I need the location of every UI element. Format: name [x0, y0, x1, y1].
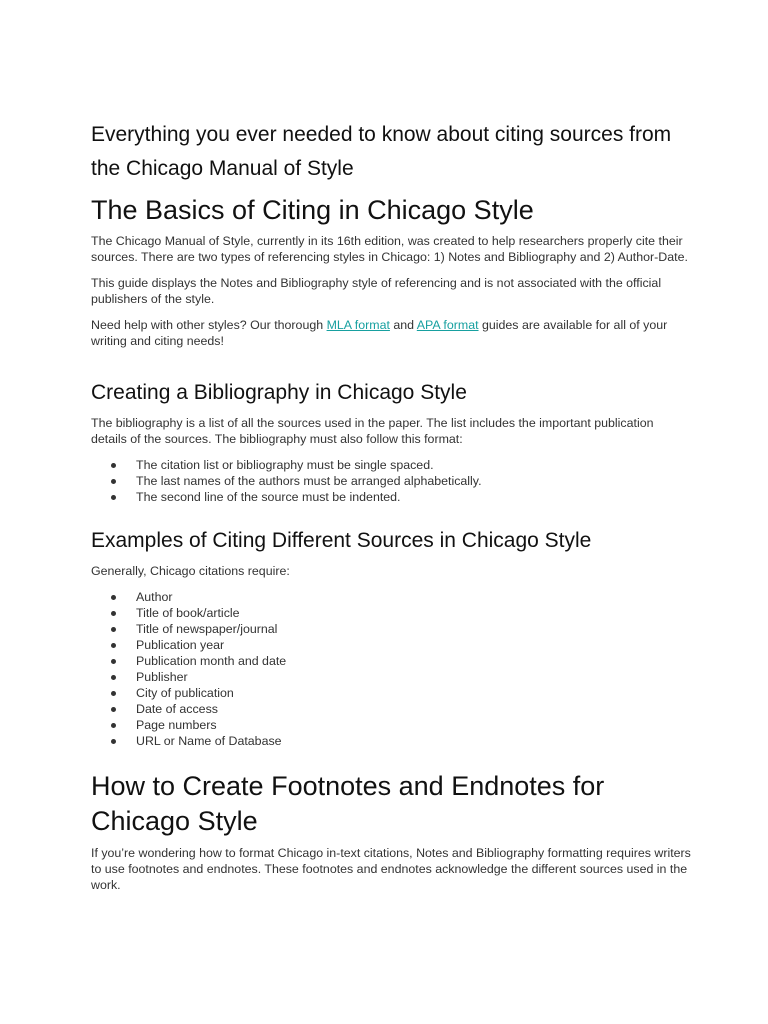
- list-item-text: Publisher: [136, 670, 188, 684]
- list-item: [91, 637, 691, 653]
- list-item-text: The second line of the source must be indented.: [136, 490, 401, 504]
- footnotes-paragraph: If you’re wondering how to format Chicago in-text citations, Notes and Bibliography formatting requires writers to use footnotes and endnotes. These footnotes and endnotes acknowledge the different sources used in the work.: [91, 846, 691, 892]
- list-item-text: Author: [136, 590, 173, 604]
- basics-paragraph-3: [91, 317, 691, 349]
- basics-paragraph-1: The Chicago Manual of Style, currently in its 16th edition, was created to help researchers properly cite their sources. There are two types of referencing styles in Chicago: 1) Notes and Bibliography and 2) Author-Date.: [91, 234, 688, 264]
- section-heading-footnotes: How to Create Footnotes and Endnotes for Chicago Style: [91, 771, 605, 836]
- list-item: [91, 489, 691, 505]
- examples-paragraph: Generally, Chicago citations require:: [91, 564, 290, 578]
- list-item: [91, 473, 691, 489]
- document-page: [91, 118, 691, 903]
- list-item-text: Title of newspaper/journal: [136, 622, 278, 636]
- paragraph-text: Need help with other styles? Our thorough: [91, 318, 327, 332]
- section-heading-examples: Examples of Citing Different Sources in Chicago Style: [91, 529, 592, 552]
- bullet-icon: [111, 611, 116, 616]
- list-item: [91, 653, 691, 669]
- paragraph-text: and: [389, 318, 417, 332]
- bullet-icon: [111, 643, 116, 648]
- bullet-icon: [111, 691, 116, 696]
- paragraph-text: guides are available for all of your writing and citing needs!: [91, 318, 668, 348]
- list-item: [91, 685, 691, 701]
- bullet-icon: [111, 723, 116, 728]
- list-item-text: Date of access: [136, 702, 218, 716]
- section-heading-bibliography: Creating a Bibliography in Chicago Style: [91, 381, 467, 404]
- basics-paragraph-2: This guide displays the Notes and Bibliography style of referencing and is not associated with the official publishers of the style.: [91, 276, 662, 306]
- list-item: [91, 605, 691, 621]
- mla-format-link[interactable]: MLA format: [326, 318, 390, 332]
- bullet-icon: [111, 463, 116, 468]
- list-item: [91, 589, 691, 605]
- list-item-text: The last names of the authors must be arranged alphabetically.: [136, 474, 482, 488]
- list-item: [91, 701, 691, 717]
- section-heading-basics: The Basics of Citing in Chicago Style: [91, 195, 534, 225]
- bullet-icon: [111, 675, 116, 680]
- list-item-text: Title of book/article: [136, 606, 240, 620]
- list-item: [91, 717, 691, 733]
- list-item: [91, 457, 691, 473]
- list-item: [91, 621, 691, 637]
- bullet-icon: [111, 495, 116, 500]
- list-item-text: City of publication: [136, 686, 234, 700]
- apa-format-link[interactable]: APA format: [416, 318, 479, 332]
- bullet-icon: [111, 595, 116, 600]
- bullet-icon: [111, 739, 116, 744]
- bullet-icon: [111, 627, 116, 632]
- list-item-text: Publication year: [136, 638, 225, 652]
- document-subtitle: Everything you ever needed to know about citing sources from the Chicago Manual of Style: [91, 123, 672, 180]
- bibliography-format-list: [91, 457, 691, 505]
- list-item: [91, 669, 691, 685]
- bullet-icon: [111, 707, 116, 712]
- list-item-text: Page numbers: [136, 718, 217, 732]
- citation-requirements-list: [91, 589, 691, 749]
- bullet-icon: [111, 659, 116, 664]
- bullet-icon: [111, 479, 116, 484]
- list-item-text: URL or Name of Database: [136, 734, 282, 748]
- list-item-text: Publication month and date: [136, 654, 287, 668]
- list-item-text: The citation list or bibliography must be single spaced.: [136, 458, 434, 472]
- bibliography-paragraph: The bibliography is a list of all the sources used in the paper. The list includes the important publication details of the sources. The bibliography must also follow this format:: [91, 416, 654, 446]
- list-item: [91, 733, 691, 749]
